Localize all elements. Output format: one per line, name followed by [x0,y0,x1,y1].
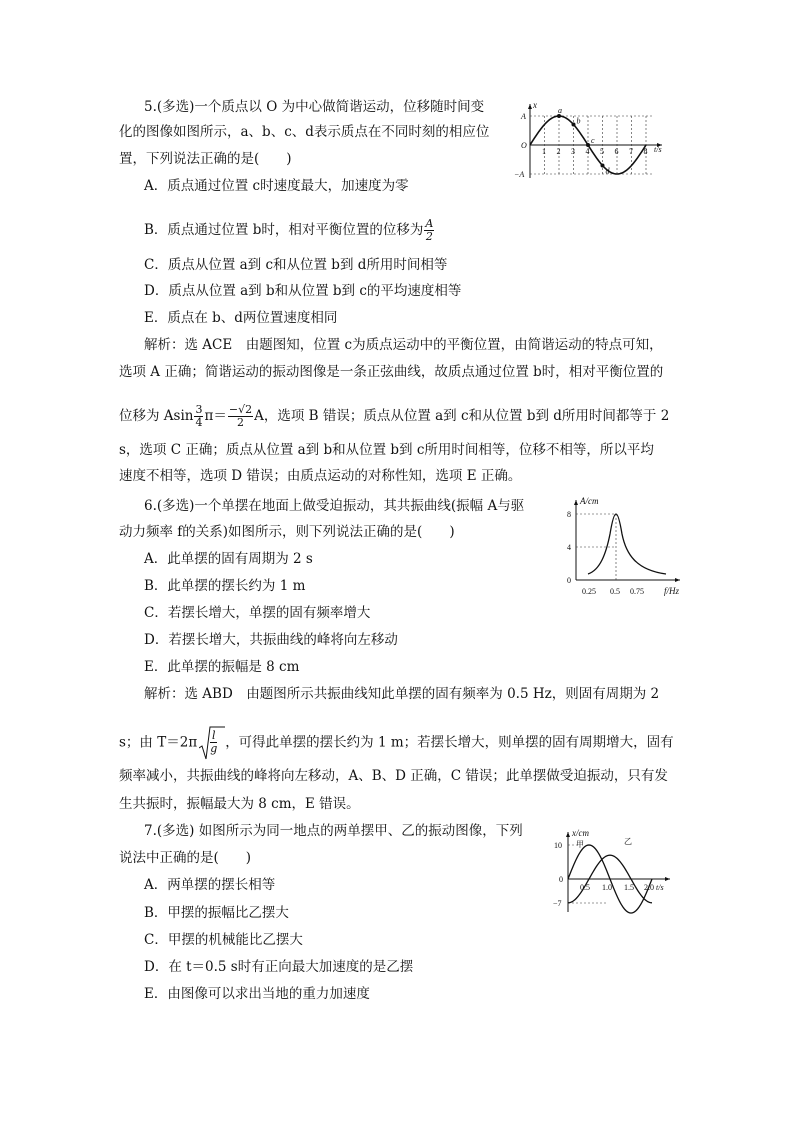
point-label-c: c [591,136,595,145]
q5-stem-line-2: 化的图像如图所示，a、b、c、d表示质点在不同时刻的相应位 [119,124,490,140]
q6-solution-fraction [210,730,217,755]
f-axis-label: f/Hz [664,586,680,596]
q6-solution-line-3: 频率减小，共振曲线的峰将向左移动，A、B、D 正确，C 错误；此单摆做受迫振动，只有发 [119,768,668,784]
point-b [572,122,576,126]
q7-option-b: B．甲摆的振幅比乙摆大 [144,905,289,921]
q7-option-d: D．在 t＝0.5 s时有正向最大加速度的是乙摆 [144,959,414,975]
q7-stem-line-2: 说法中正确的是( ) [119,850,252,866]
time-tick-7: 7 [629,147,633,156]
fraction-numerator: 3 [195,403,203,416]
y-tick-8: 8 [567,510,571,519]
q6-stem-line-1: 6.(多选)一个单摆在地面上做受迫振动，其共振曲线(振幅 A与驱 [144,498,525,514]
t-axis-label: t/s [654,145,662,154]
fraction-numerator: A [425,217,434,230]
q5-solution-line-5: 速度不相等，选项 D 错误；由质点运动的对称性知，选项 E 正确。 [119,468,522,484]
origin-label: O [521,141,527,150]
q7-option-c: C．甲摆的机械能比乙摆大 [144,932,303,948]
q5-option-e: E．质点在 b、d两位置速度相同 [144,310,338,326]
amplitude-positive-label: A [521,112,526,121]
q7-stem-line-1: 7.(多选) 如图所示为同一地点的两单摆甲、乙的振动图像，下列 [144,823,523,839]
fraction-numerator: −√2 [228,403,253,416]
point-label-a: a [558,106,562,115]
t-tick-1-5: 1.5 [624,883,634,892]
q7-option-e: E．由图像可以求出当地的重力加速度 [144,986,370,1002]
q5-solution-fraction-2 [228,404,253,429]
a-axis-arrow [574,500,578,505]
point-d [601,164,605,168]
y-tick-minus-7: −7 [553,899,562,908]
q5-solution-line-4: s，选项 C 正确；质点从位置 a到 b和从位置 b到 c所用时间相等，位移不相等，所以平均 [119,442,654,458]
q5-figure-shm-graph [512,100,672,180]
x-tick-0-5: 0.5 [610,587,620,596]
q5-solution-fraction-1 [194,404,203,429]
x-axis-arrow [528,104,532,109]
q6-solution-line-1: 解析：选 ABD 由题图所示共振曲线知此单摆的固有频率为 0.5 Hz，则固有周期为 2 [144,686,660,702]
time-tick-3: 3 [571,147,575,156]
q6-solution-line-2 [119,726,674,760]
sqrt-radical [199,726,225,760]
point-c [586,143,590,147]
x-axis-label: x/cm [572,828,589,838]
a-axis-label: A/cm [580,496,599,506]
q5-option-d: D．质点从位置 a到 b和从位置 b到 c的平均速度相等 [144,283,462,299]
q6-option-b: B．此单摆的摆长约为 1 m [144,578,306,594]
t-tick-2-0: 2.0 [644,883,654,892]
t-axis-arrow [665,877,670,881]
y-tick-4: 4 [567,543,571,552]
t-axis-label: t/s [656,883,664,892]
q5-option-b-fraction [424,218,434,243]
q5-solution-text-c: A，选项 B 错误；质点从位置 a到 c和从位置 b到 d所用时间都等于 2 [254,408,670,424]
q6-option-d: D．若摆长增大，共振曲线的峰将向左移动 [144,632,398,648]
q5-stem-line-3: 置，下列说法正确的是( ) [119,151,292,167]
q6-figure-resonance-curve [560,494,690,598]
origin-label: 0 [559,875,563,884]
q5-solution-text-b: π＝ [204,408,227,424]
x-axis-arrow [566,832,570,837]
q6-solution-line-4: 生共振时，振幅最大为 8 cm，E 错误。 [119,796,360,812]
t-tick-0-5: 0.5 [580,883,590,892]
q5-option-a: A．质点通过位置 c时速度最大，加速度为零 [144,178,409,194]
q7-option-a: A．两单摆的摆长相等 [144,877,276,893]
y-tick-10: 10 [554,841,562,850]
point-label-d: d [605,166,610,176]
q6-stem-line-2: 动力频率 f的关系)如图所示，则下列说法正确的是( ) [119,524,455,540]
q7-figure-pendulum-graphs [546,826,676,916]
time-tick-2: 2 [556,147,561,156]
y-tick-0: 0 [567,576,571,585]
fraction-denominator: 2 [425,230,433,243]
time-tick-6: 6 [614,147,619,156]
fraction-denominator: g [210,742,218,755]
q6-solution-text-a: s；由 T＝2π [119,734,198,751]
series-jia-label: 甲 [576,840,584,849]
fraction-numerator: l [211,729,216,742]
q5-stem-line-1: 5.(多选)一个质点以 O 为中心做简谐运动，位移随时间变 [144,99,485,115]
fraction-denominator: 2 [236,416,244,429]
time-tick-4: 4 [585,147,590,156]
time-tick-5: 5 [600,147,604,156]
q5-solution-line-2: 选项 A 正确；简谐运动的振动图像是一条正弦曲线，故质点通过位置 b时，相对平衡位置的 [119,364,664,380]
t-tick-1-0: 1.0 [602,883,612,892]
q5-option-c: C．质点从位置 a到 c和从位置 b到 d所用时间相等 [144,257,448,273]
q5-solution-line-3 [119,404,669,429]
q5-solution-text-a: 位移为 Asin [119,408,194,424]
time-tick-8: 8 [643,147,648,156]
q6-option-c: C．若摆长增大，单摆的固有频率增大 [144,605,371,621]
x-tick-0-25: 0.25 [582,587,596,596]
resonance-curve [588,514,666,574]
fraction-denominator: 4 [195,416,203,429]
q5-option-b-text: B．质点通过位置 b时，相对平衡位置的位移为 [144,222,424,238]
q6-option-a: A．此单摆的固有周期为 2 s [144,551,313,567]
point-label-b: b [576,116,581,126]
x-tick-0-75: 0.75 [630,587,644,596]
series-yi-label: 乙 [624,837,632,846]
q5-solution-line-1: 解析：选 ACE 由题图知，位置 c为质点运动中的平衡位置，由简谐运动的特点可知， [144,337,663,353]
f-axis-arrow [675,578,680,582]
x-axis-label: x [533,100,537,110]
q5-option-b [144,218,434,243]
q6-solution-text-b: ，可得此单摆的摆长约为 1 m；若摆长增大，则单摆的固有周期增大，固有 [225,734,674,751]
time-tick-1: 1 [542,147,546,156]
amplitude-negative-label: −A [514,170,525,179]
q6-option-e: E．此单摆的振幅是 8 cm [144,659,300,675]
